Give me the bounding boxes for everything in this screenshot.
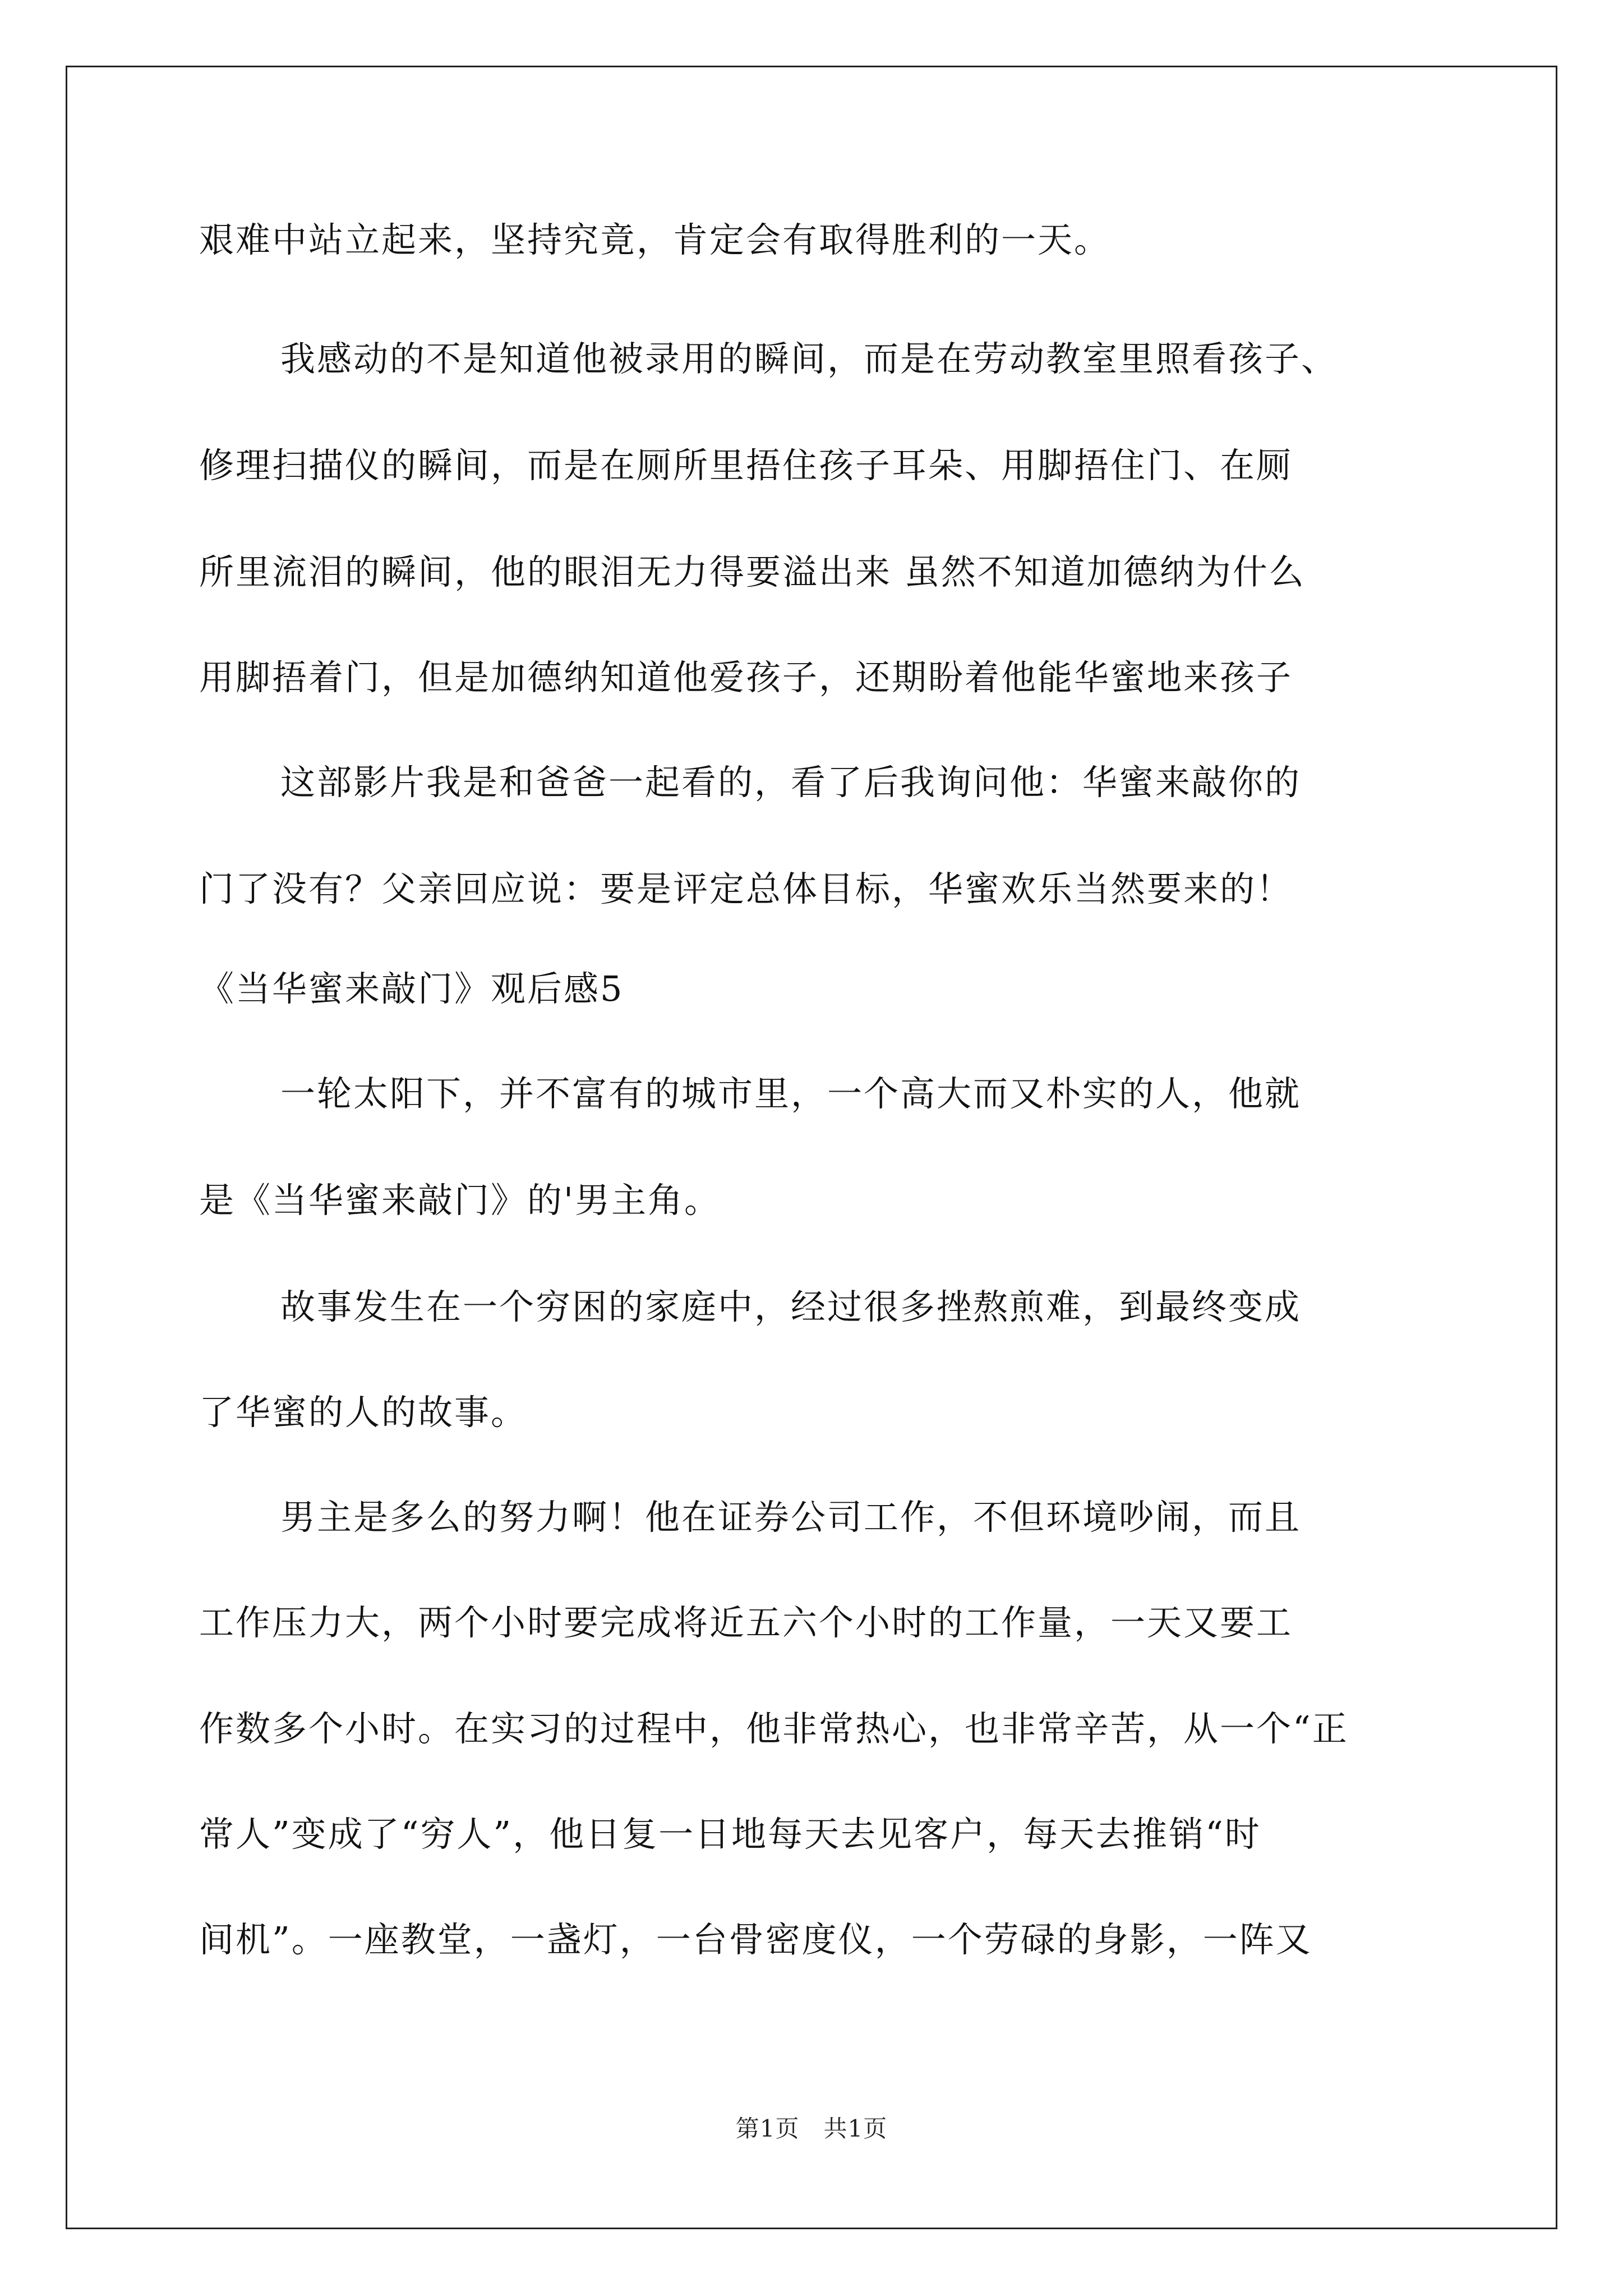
section-heading: 《当华蜜来敲门》观后感5: [199, 968, 624, 1009]
text-line: 是《当华蜜来敲门》的'男主角。: [199, 1180, 721, 1221]
text-line: 修理扫描仪的瞬间，而是在厕所里捂住孩子耳朵、用脚捂住门、在厕: [199, 445, 1293, 486]
text-line: 间机”。一座教堂，一盏灯，一台骨密度仪，一个劳碌的身影，一阵又: [199, 1919, 1312, 1960]
text-line: 了华蜜的人的故事。: [199, 1392, 528, 1433]
text-line: 作数多个小时。在实习的过程中，他非常热心，也非常辛苦，从一个“正: [199, 1708, 1349, 1749]
paragraph-first-line: 一轮太阳下，并不富有的城市里，一个高大而又朴实的人，他就: [280, 1073, 1302, 1114]
text-line: 艰难中站立起来，坚持究竟，肯定会有取得胜利的一天。: [199, 219, 1111, 260]
text-line: 门了没有？父亲回应说：要是评定总体目标，华蜜欢乐当然要来的！: [199, 868, 1293, 909]
paragraph-first-line: 男主是多么的努力啊！他在证券公司工作，不但环境吵闹，而且: [280, 1497, 1302, 1538]
paragraph-first-line: 这部影片我是和爸爸一起看的，看了后我询问他：华蜜来敲你的: [280, 762, 1302, 803]
paragraph-first-line: 故事发生在一个穷困的家庭中，经过很多挫熬煎难，到最终变成: [280, 1286, 1302, 1327]
page-border: [66, 66, 1557, 2229]
text-line: 常人”变成了“穷人”，他日复一日地每天去见客户，每天去推销“时: [199, 1814, 1261, 1855]
text-line: 工作压力大，两个小时要完成将近五六个小时的工作量，一天又要工: [199, 1602, 1293, 1643]
paragraph-first-line: 我感动的不是知道他被录用的瞬间，而是在劳动教室里照看孩子、: [280, 338, 1338, 379]
text-line: 用脚捂着门，但是加德纳知道他爱孩子，还期盼着他能华蜜地来孩子: [199, 657, 1293, 698]
page-number-footer: 第1页 共1页: [735, 2115, 888, 2142]
text-line: 所里流泪的瞬间，他的眼泪无力得要溢出来 虽然不知道加德纳为什么: [199, 551, 1306, 592]
